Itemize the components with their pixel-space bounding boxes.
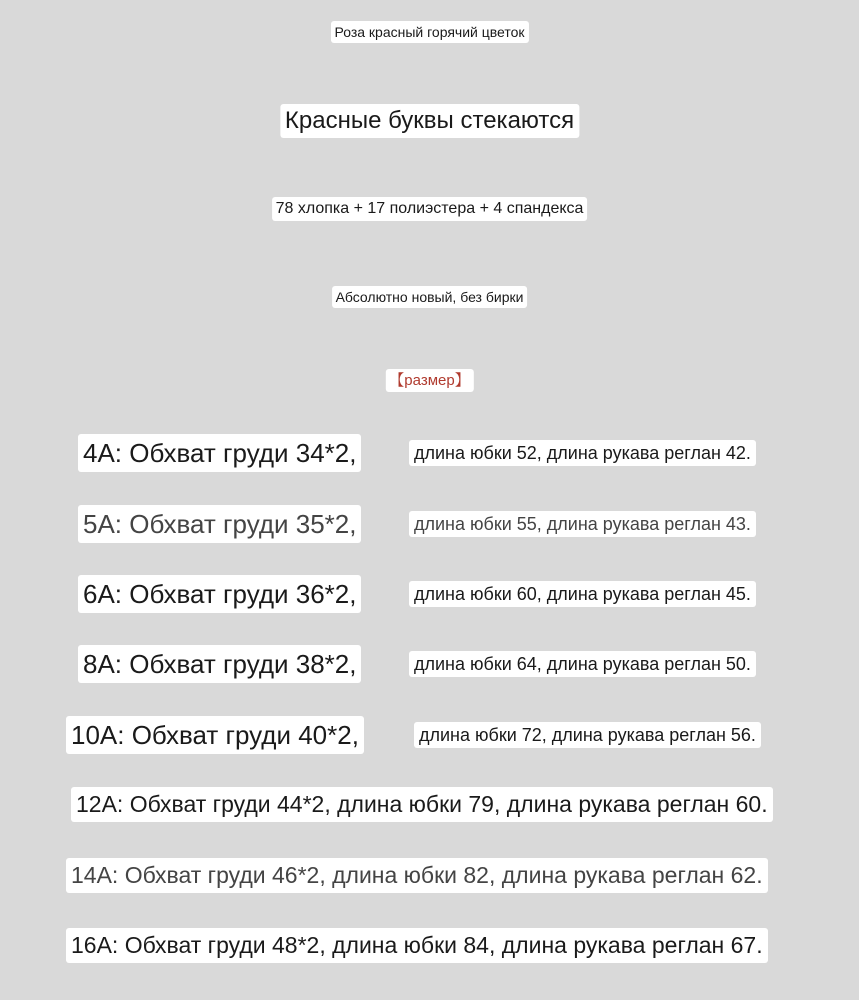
size-heading: 【размер】 — [385, 369, 473, 392]
size-row-10a-lengths: длина юбки 72, длина рукава реглан 56. — [414, 722, 761, 748]
size-row-16a: 16А: Обхват груди 48*2, длина юбки 84, длина рукава реглан 67. — [66, 928, 768, 963]
product-subtitle: Роза красный горячий цветок — [330, 21, 528, 43]
size-row-6a-chest: 6А: Обхват груди 36*2, — [78, 575, 361, 613]
condition-text: Абсолютно новый, без бирки — [332, 286, 528, 308]
size-row-5a-chest: 5А: Обхват груди 35*2, — [78, 505, 361, 543]
size-row-12a: 12А: Обхват груди 44*2, длина юбки 79, длина рукава реглан 60. — [71, 787, 773, 822]
composition-text: 78 хлопка + 17 полиэстера + 4 спандекса — [272, 197, 588, 221]
size-row-5a-lengths: длина юбки 55, длина рукава реглан 43. — [409, 511, 756, 537]
product-title: Красные буквы стекаются — [280, 104, 579, 138]
size-row-4a-lengths: длина юбки 52, длина рукава реглан 42. — [409, 440, 756, 466]
size-row-8a-chest: 8А: Обхват груди 38*2, — [78, 645, 361, 683]
size-row-8a-lengths: длина юбки 64, длина рукава реглан 50. — [409, 651, 756, 677]
size-row-10a-chest: 10А: Обхват груди 40*2, — [66, 716, 364, 754]
size-row-6a-lengths: длина юбки 60, длина рукава реглан 45. — [409, 581, 756, 607]
size-row-14a: 14А: Обхват груди 46*2, длина юбки 82, длина рукава реглан 62. — [66, 858, 768, 893]
size-row-4a-chest: 4А: Обхват груди 34*2, — [78, 434, 361, 472]
